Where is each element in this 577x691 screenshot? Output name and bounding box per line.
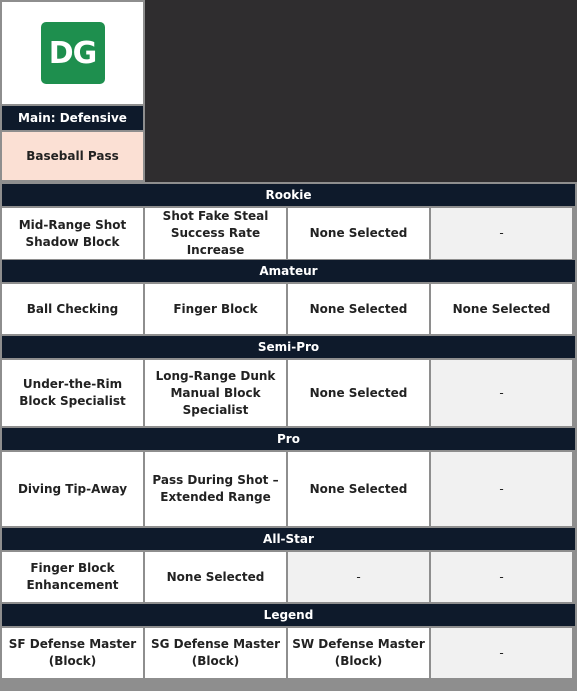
tier-header-semi-pro: Semi-Pro: [2, 336, 575, 358]
empty-panel: [145, 0, 577, 182]
tier-table: [0, 182, 577, 678]
badge-slot: None Selected: [431, 284, 572, 334]
tier-row: [2, 452, 575, 526]
tier-header-legend: Legend: [2, 604, 575, 626]
badge-slot: Finger Block Enhancement: [2, 552, 143, 602]
tier-row: [2, 552, 575, 602]
badge-slot: None Selected: [288, 208, 429, 259]
tier-header-pro: Pro: [2, 428, 575, 450]
badge-slot: SW Defense Master (Block): [288, 628, 429, 678]
badge-slot: Under-the-Rim Block Specialist: [2, 360, 143, 426]
badge-slot-empty: -: [431, 628, 572, 678]
logo-cell: [2, 2, 143, 104]
tier-header-all-star: All-Star: [2, 528, 575, 550]
badge-slot: None Selected: [288, 360, 429, 426]
badge-slot: Shot Fake Steal Success Rate Increase: [145, 208, 286, 259]
badge-slot: None Selected: [288, 284, 429, 334]
badge-slot: Mid-Range Shot Shadow Block: [2, 208, 143, 259]
badge-slot: Ball Checking: [2, 284, 143, 334]
badge-slot: Finger Block: [145, 284, 286, 334]
main-category-label: Main: Defensive: [2, 106, 143, 130]
tier-row: [2, 628, 575, 678]
tier-row: [2, 284, 575, 334]
header-area: [0, 0, 577, 182]
main-category-value: Baseball Pass: [2, 132, 143, 180]
badge-slot-empty: -: [288, 552, 429, 602]
badge-slot: Pass During Shot – Extended Range: [145, 452, 286, 526]
badge-slot: None Selected: [145, 552, 286, 602]
badge-slot-empty: -: [431, 360, 572, 426]
badge-slot: SG Defense Master (Block): [145, 628, 286, 678]
tier-header-rookie: Rookie: [2, 184, 575, 206]
badge-slot-empty: -: [431, 208, 572, 259]
badge-slot-empty: -: [431, 552, 572, 602]
badge-slot: SF Defense Master (Block): [2, 628, 143, 678]
tier-row: [2, 360, 575, 426]
badge-slot: Diving Tip-Away: [2, 452, 143, 526]
dg-logo: DG: [41, 22, 105, 84]
tier-header-amateur: Amateur: [2, 260, 575, 282]
badge-slot-empty: -: [431, 452, 572, 526]
badge-slot: Long-Range Dunk Manual Block Specialist: [145, 360, 286, 426]
tier-row: [2, 208, 575, 258]
badge-slot: None Selected: [288, 452, 429, 526]
